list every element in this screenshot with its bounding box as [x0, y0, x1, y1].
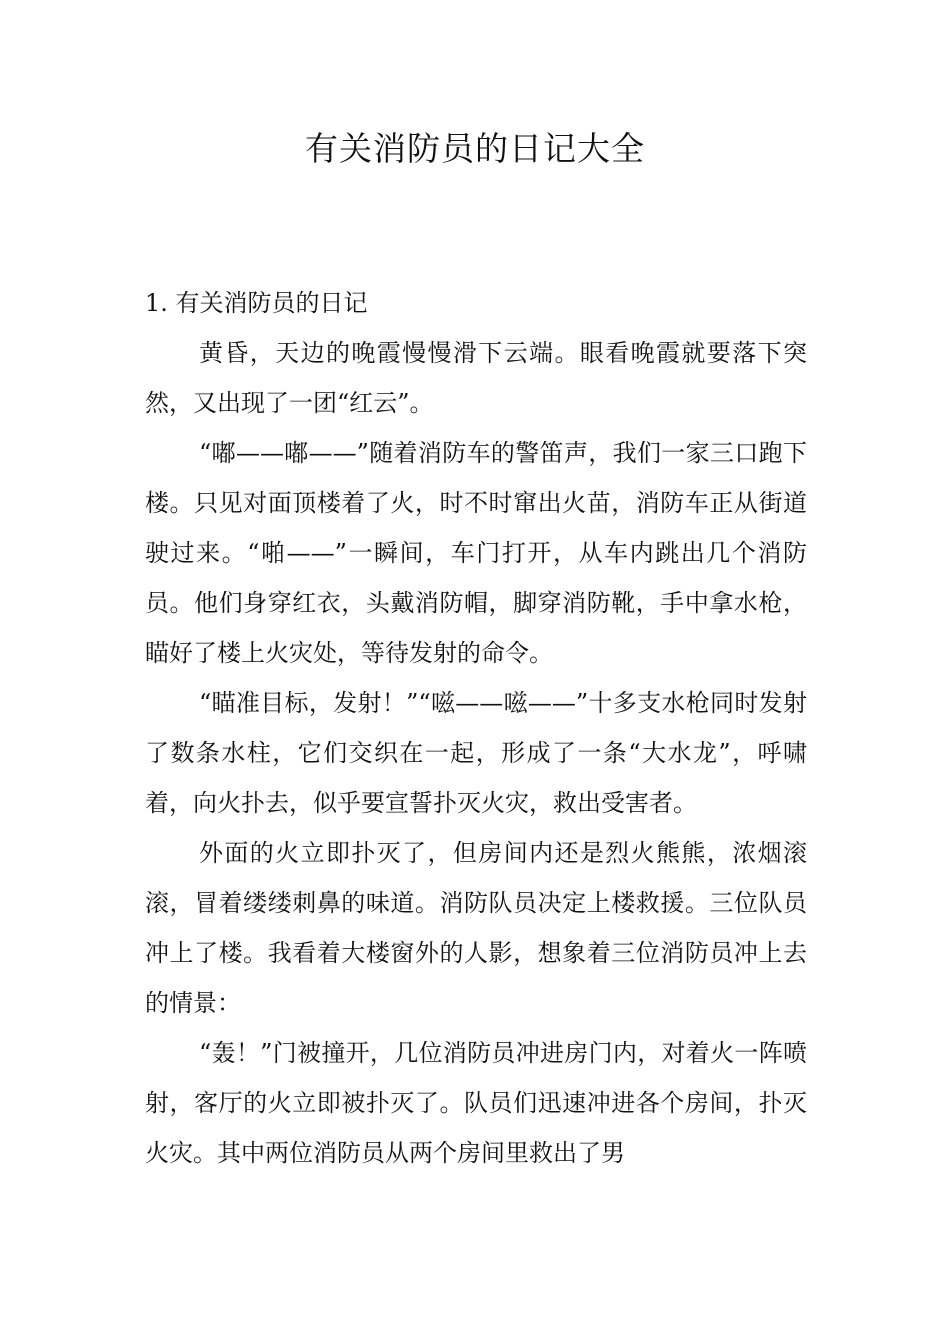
- document-title: 有关消防员的日记大全: [305, 129, 645, 168]
- paragraph-2: “嘟——嘟——”随着消防车的警笛声，我们一家三口跑下楼。只见对面顶楼着了火，时不时窜出火苗，消防车正从街道驶过来。“啪——”一瞬间，车门打开，从车内跳出几个消防员。他们身穿红衣，头戴消防帽，脚穿消防靴，手中拿水枪，瞄好了楼上火灾处，等待发射的命令。: [145, 439, 807, 667]
- paragraph-5: “轰！”门被撞开，几位消防员冲进房门内，对着火一阵喷 射，客厅的火立即被扑灭了。队员们迅速冲进各个房间，扑灭火灾。其中两位消防员从两个房间里救出了男: [145, 1039, 807, 1167]
- paragraph-4: 外面的火立即扑灭了，但房间内还是烈火熊熊，浓烟滚滚，冒着缕缕刺鼻的味道。消防队员决定上楼救援。三位队员冲上了楼。我看着大楼窗外的人影，想象着三位消防员冲上去的情景：: [145, 839, 807, 1017]
- section-heading: 1. 有关消防员的日记: [145, 289, 368, 317]
- paragraph-3: “瞄准目标，发射！”“嗞——嗞——”十多支水枪同时发射了数条水柱，它们交织在一起，形成了一条“大水龙”，呼啸着，向火扑去，似乎要宣誓扑灭火灾，救出受害者。: [145, 689, 807, 817]
- paragraph-1: 黄昏，天边的晚霞慢慢滑下云端。眼看晚霞就要落下突然，又出现了一团“红云”。: [145, 339, 807, 417]
- document-body: [145, 278, 807, 1178]
